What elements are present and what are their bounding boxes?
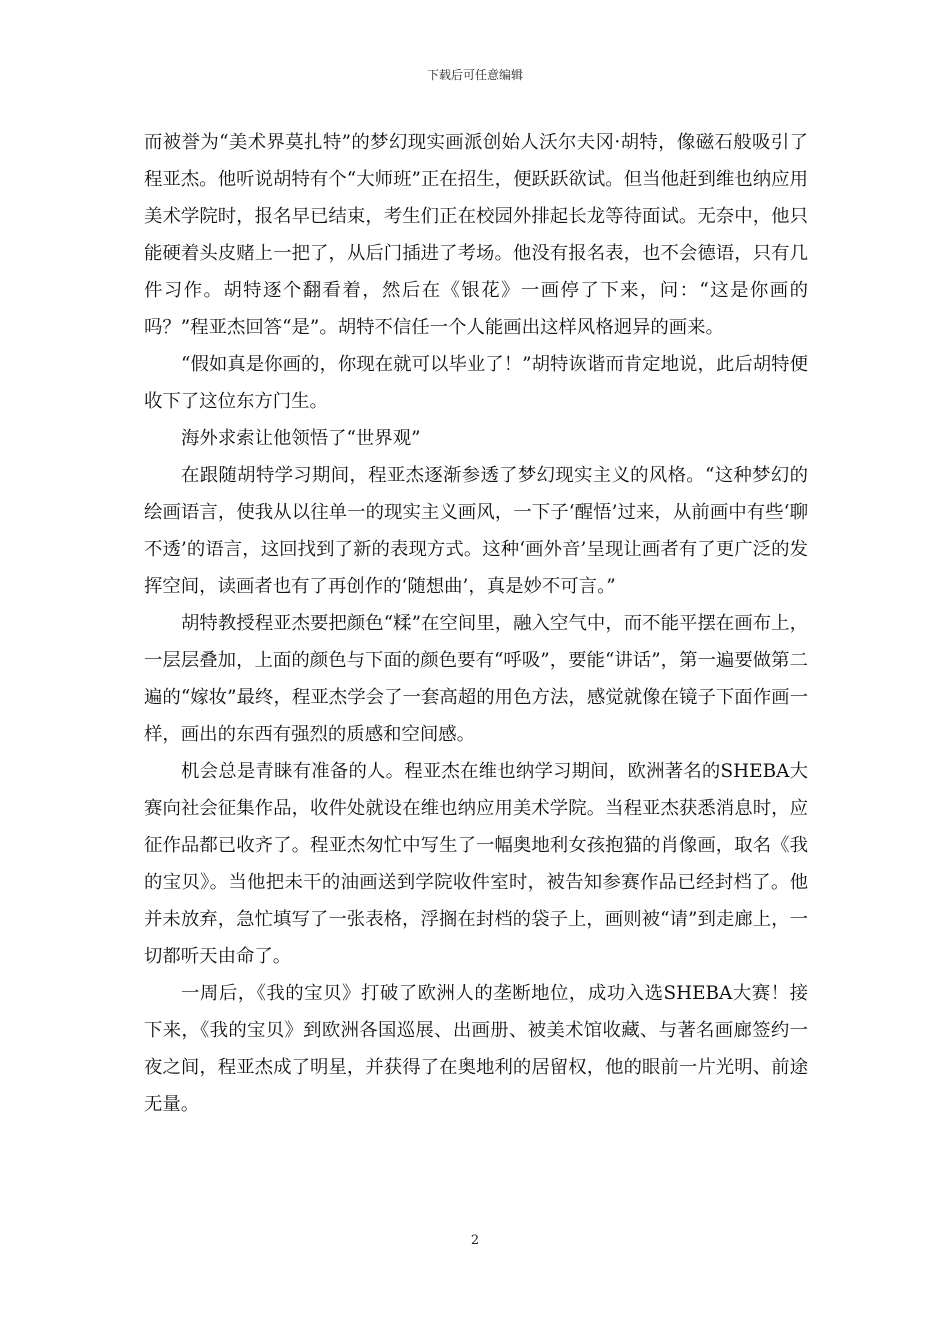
paragraph-1: 而被誉为“美术界莫扎特”的梦幻现实画派创始人沃尔夫冈·胡特，像磁石般吸引了程亚杰。他听说胡特有个“大师班”正在招生，便跃跃欲试。但当他赶到维也纳应用美术学院时，报名早已结束，考生们正在校园外排起长龙等待面试。无奈中，他只能硬着头皮赌上一把了，从后门插进了考场。他没有报名表，也不会德语，只有几件习作。胡特逐个翻看着，然后在《银花》一画停了下来，问：“这是你画的吗？”程亚杰回答“是”。胡特不信任一个人能画出这样风格迥异的画来。: [144, 132, 808, 338]
paragraph-5: 机会总是青睐有准备的人。程亚杰在维也纳学习期间，欧洲著名的SHEBA大赛向社会征集作品，收件处就设在维也纳应用美术学院。当程亚杰获悉消息时，应征作品都已收齐了。程亚杰匆忙中写生了一幅奥地利女孩抱猫的肖像画，取名《我的宝贝》。当他把未干的油画送到学院收件室时，被告知参赛作品已经封档了。他并未放弃，急忙填写了一张表格，浮搁在封档的袋子上，画则被“请”到走廊上，一切都听天由命了。: [144, 761, 808, 967]
page-number: 2: [470, 1233, 480, 1248]
paragraph-4: 胡特教授程亚杰要把颜色“糅”在空间里，融入空气中，而不能平摆在画布上，一层层叠加，上面的颜色与下面的颜色要有“呼吸”，要能“讲话”，第一遍要做第二遍的“嫁妆”最终，程亚杰学会了一套高超的用色方法，感觉就像在镜子下面作画一样，画出的东西有强烈的质感和空间感。: [144, 613, 808, 745]
paragraph-3: 在跟随胡特学习期间，程亚杰逐渐参透了梦幻现实主义的风格。“这种梦幻的绘画语言，使我从以往单一的现实主义画风，一下子‘醒悟’过来，从前画中有些‘聊不透’的语言，这回找到了新的表现方式。这种‘画外音’呈现让画者有了更广泛的发挥空间，读画者也有了再创作的‘随想曲’，真是妙不可言。”: [144, 465, 808, 597]
paragraph-2: “假如真是你画的，你现在就可以毕业了！”胡特诙谐而肯定地说，此后胡特便收下了这位东方门生。: [144, 354, 808, 412]
article-body: [144, 124, 808, 1123]
paragraph-6: 一周后，《我的宝贝》打破了欧洲人的垄断地位，成功入选SHEBA大赛！接下来，《我的宝贝》到欧洲各国巡展、出画册、被美术馆收藏、与著名画廊签约一夜之间，程亚杰成了明星，并获得了在奥地利的居留权，他的眼前一片光明、前途无量。: [144, 983, 808, 1115]
section-subtitle: 海外求索让他领悟了“世界观”: [181, 428, 421, 449]
page-header: 下载后可任意编辑: [426, 68, 523, 82]
